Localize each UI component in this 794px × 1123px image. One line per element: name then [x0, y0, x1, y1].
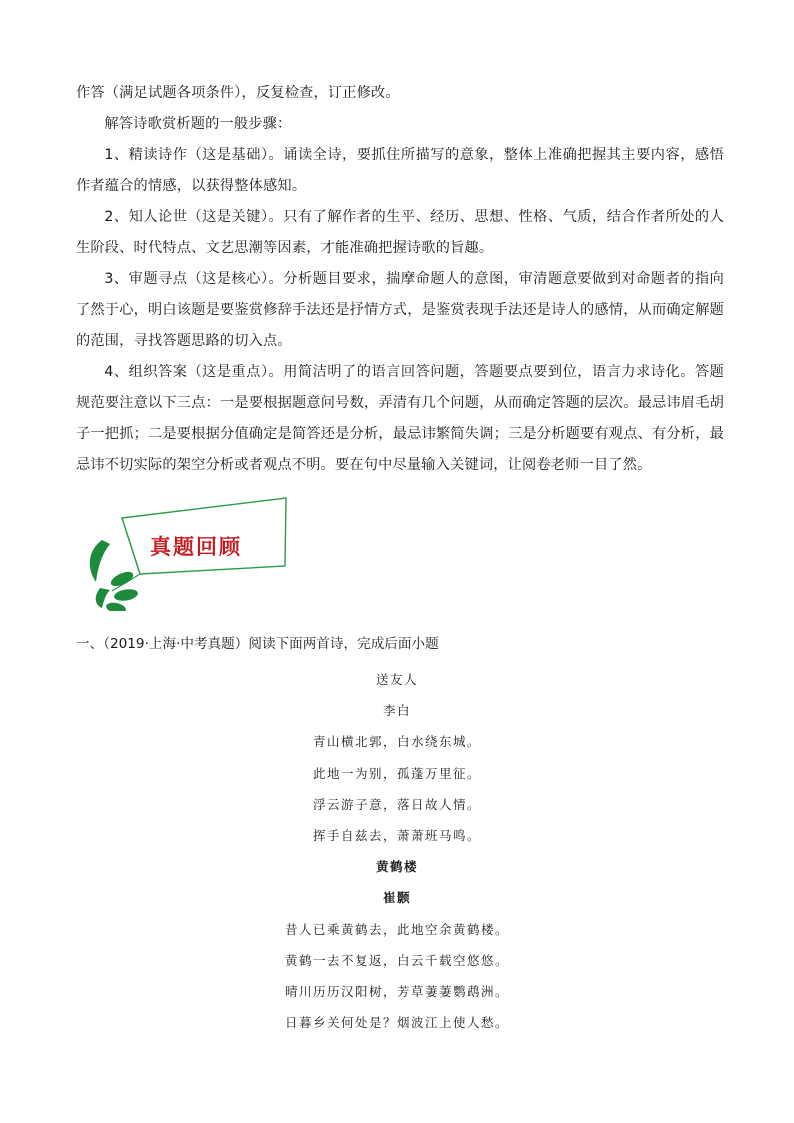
paragraph-steps-heading: 解答诗歌赏析题的一般步骤：: [104, 116, 292, 132]
poem-2-author: 崔颢: [382, 890, 411, 906]
poem-1-line: 青山横北郭，白水绕东城。: [312, 734, 481, 750]
paragraph-step-3: 3、审题寻点（这是核心）。分析题目要求，揣摩命题人的意图，审清题意要做到对命题者的指向了然于心，明白该题是要鉴赏修辞手法还是抒情方式，是鉴赏表现手法还是诗人的感情，从而确定解题的范围，寻找答题思路的切入点。: [76, 271, 724, 349]
paragraph-step-4: 4、组织答案（这是重点）。用简洁明了的语言回答问题，答题要点要到位，语言力求诗化。答题规范要注意以下三点：一是要根据题意问号数，弄清有几个问题，从而确定答题的层次。最忌讳眉毛胡子一把抓；二是要根据分值确定是简答还是分析，最忌讳繁简失调；三是分析题要有观点、有分析，最忌讳不切实际的架空分析或者观点不明。要在句中尽量输入关键词，让阅卷老师一目了然。: [76, 364, 724, 473]
paragraph-continued: 作答（满足试题各项条件），反复检查，订正修改。: [76, 85, 400, 101]
section-title: 真题回顾: [150, 534, 242, 559]
question-title: 一、（2019·上海·中考真题）阅读下面两首诗，完成后面小题: [76, 636, 439, 652]
poem-1-author: 李白: [382, 703, 411, 719]
poem-2-line: 晴川历历汉阳树，芳草萋萋鹦鹉洲。: [284, 983, 509, 999]
poem-1-line: 此地一为别，孤蓬万里征。: [312, 765, 481, 781]
poem-2-line: 黄鹤一去不复返，白云千载空悠悠。: [284, 952, 509, 968]
poem-1-line: 浮云游子意，落日故人情。: [312, 796, 481, 812]
poem-1-title: 送友人: [375, 672, 418, 687]
paragraph-step-1: 1、精读诗作（这是基础）。诵读全诗，要抓住所描写的意象，整体上准确把握其主要内容，感悟作者蕴合的情感，以获得整体感知。: [76, 147, 724, 194]
leaf-icon: [90, 540, 139, 611]
poem-2-title: 黄鹤楼: [375, 859, 418, 875]
paragraph-step-2: 2、知人论世（这是关键）。只有了解作者的生平、经历、思想、性格、气质，结合作者所处的人生阶段、时代特点、文艺思潮等因素，才能准确把握诗歌的旨趣。: [76, 209, 724, 256]
poem-2-line: 昔人已乘黄鹤去，此地空余黄鹤楼。: [284, 921, 509, 937]
poem-2-line: 日暮乡关何处是？烟波江上使人愁。: [284, 1015, 509, 1031]
poems: [0, 664, 794, 1038]
body-text: [76, 78, 724, 481]
poem-1-line: 挥手自兹去，萧萧班马鸣。: [312, 827, 481, 843]
